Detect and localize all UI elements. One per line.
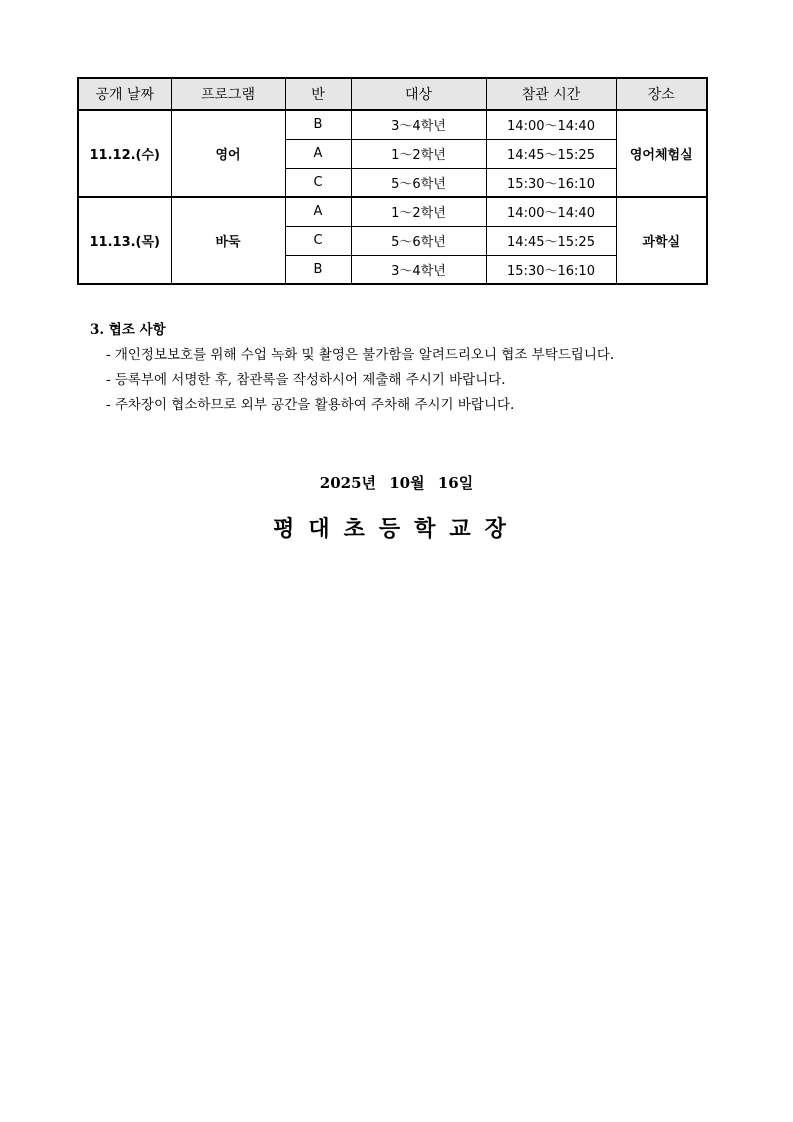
header-class: 반 xyxy=(285,78,351,110)
header-target: 대상 xyxy=(351,78,486,110)
target-cell: 3～4학년 xyxy=(351,255,486,284)
header-date: 공개 날짜 xyxy=(78,78,171,110)
place-cell: 영어체험실 xyxy=(616,110,707,197)
class-cell: B xyxy=(285,255,351,284)
list-item: - 주차장이 협소하므로 외부 공간을 활용하여 주차해 주시기 바랍니다. xyxy=(106,397,515,413)
target-cell: 5～6학년 xyxy=(351,168,486,197)
place-cell: 과학실 xyxy=(616,197,707,284)
schedule-table xyxy=(77,77,708,285)
program-cell: 영어 xyxy=(171,110,285,197)
table-header-row xyxy=(78,78,707,110)
time-cell: 14:00～14:40 xyxy=(486,110,616,139)
table-row xyxy=(78,110,707,139)
header-place: 장소 xyxy=(616,78,707,110)
header-time: 참관 시간 xyxy=(486,78,616,110)
class-cell: C xyxy=(285,168,351,197)
class-cell: B xyxy=(285,110,351,139)
date-cell: 11.12.(수) xyxy=(78,110,171,197)
target-cell: 5～6학년 xyxy=(351,226,486,255)
time-cell: 14:45～15:25 xyxy=(486,139,616,168)
time-cell: 15:30～16:10 xyxy=(486,168,616,197)
list-item: - 등록부에 서명한 후, 참관록을 작성하시어 제출해 주시기 바랍니다. xyxy=(106,372,506,388)
list-item: - 개인정보보호를 위해 수업 녹화 및 촬영은 불가함을 알려드리오니 협조 부탁드립니다. xyxy=(106,347,615,363)
issue-date: 2025년 10월 16일 xyxy=(319,474,474,492)
notes-list xyxy=(90,343,730,418)
time-cell: 14:00～14:40 xyxy=(486,197,616,226)
target-cell: 1～2학년 xyxy=(351,139,486,168)
target-cell: 1～2학년 xyxy=(351,197,486,226)
cooperation-notes xyxy=(90,318,730,418)
time-cell: 15:30～16:10 xyxy=(486,255,616,284)
principal-signature: 평대초등학교장 xyxy=(273,516,520,542)
table-row xyxy=(78,197,707,226)
program-cell: 바둑 xyxy=(171,197,285,284)
time-cell: 14:45～15:25 xyxy=(486,226,616,255)
class-cell: A xyxy=(285,139,351,168)
header-program: 프로그램 xyxy=(171,78,285,110)
class-cell: A xyxy=(285,197,351,226)
date-cell: 11.13.(목) xyxy=(78,197,171,284)
target-cell: 3～4학년 xyxy=(351,110,486,139)
notes-heading: 3. 협조 사항 xyxy=(90,322,166,338)
class-cell: C xyxy=(285,226,351,255)
